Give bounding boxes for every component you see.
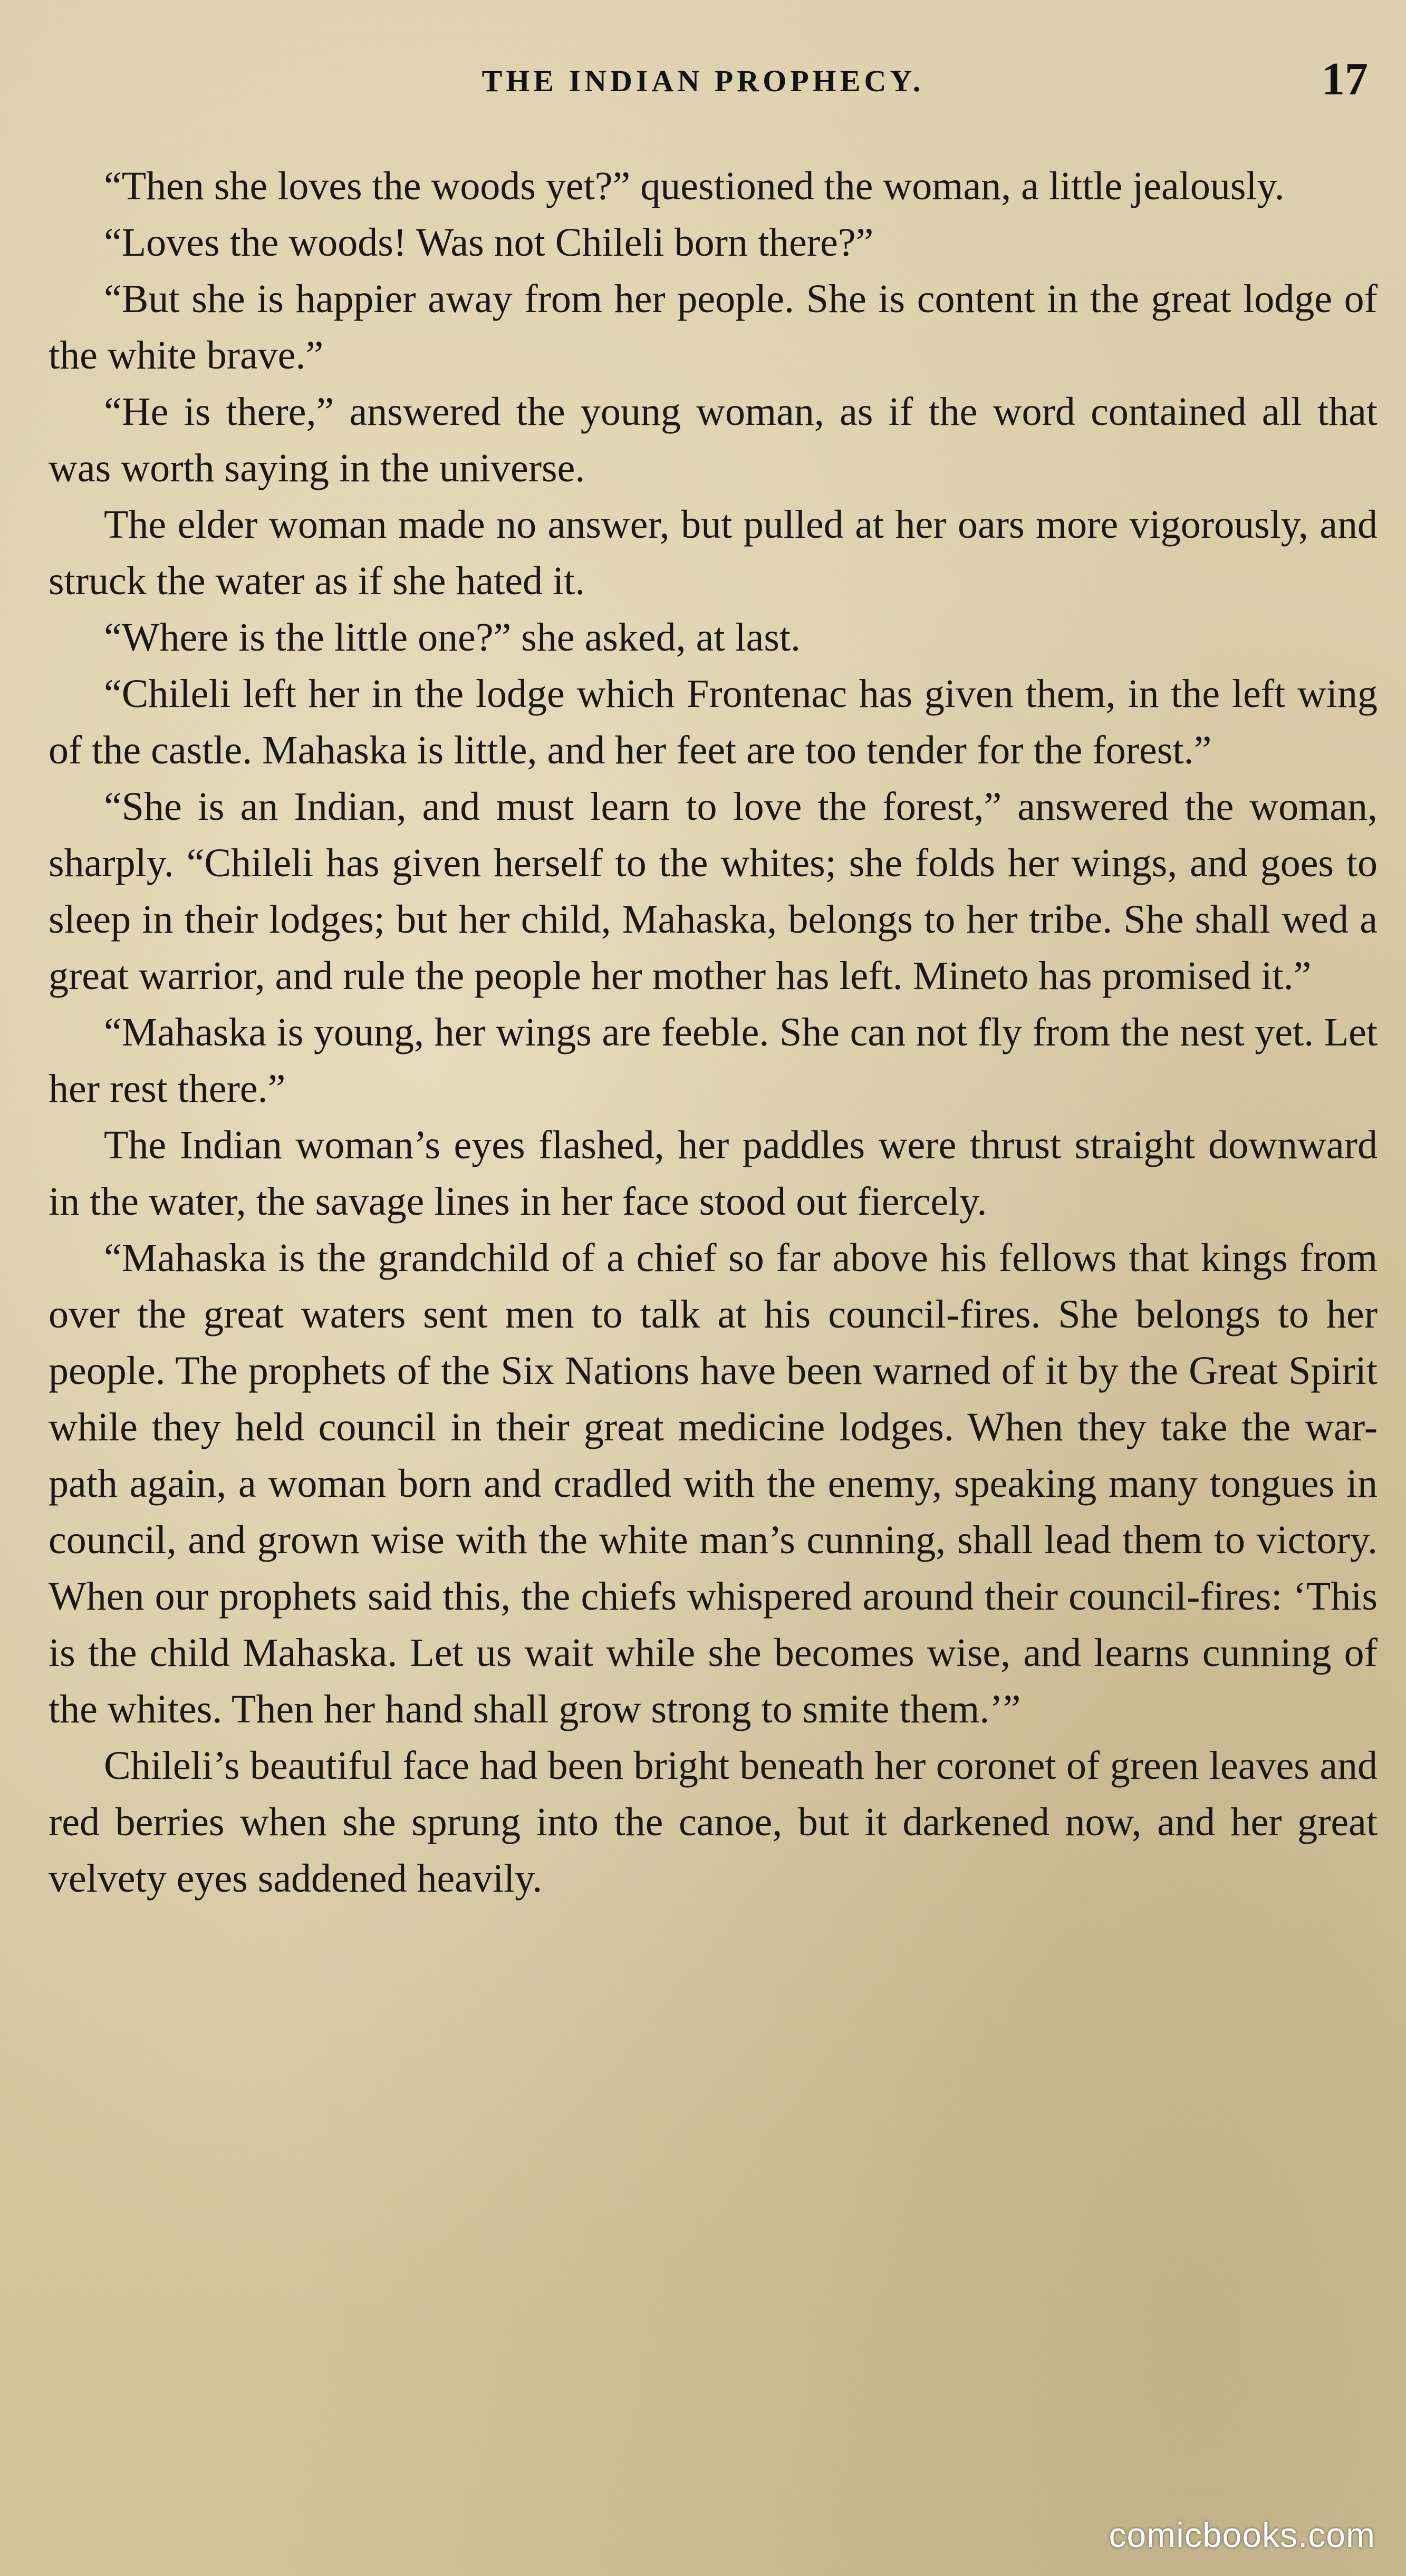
body-text (49, 158, 1378, 1907)
paragraph: The Indian woman’s eyes flashed, her paddles were thrust straight downward in the water, the savage lines in her face stood out fiercely. (49, 1123, 1378, 1224)
running-title: THE INDIAN PROPHECY. (481, 64, 925, 98)
paragraph: “Mahaska is young, her wings are feeble. She can not fly from the nest yet. Let her rest there.” (49, 1010, 1378, 1111)
paragraph: “She is an Indian, and must learn to love the forest,” answered the woman, sharply. “Chileli has given herself to the whites; she folds her wings, and goes to sleep in their lodges; but her child, Mahaska, belongs to her tribe. She shall wed a great warrior, and rule the people her mother has left. Mineto has promised it.” (49, 785, 1378, 998)
paragraph: “Where is the little one?” she asked, at last. (104, 615, 801, 660)
paragraph: “But she is happier away from her people. She is content in the great lodge of the white brave.” (49, 277, 1378, 377)
paragraph: “Then she loves the woods yet?” questioned the woman, a little jealously. (104, 164, 1285, 208)
paragraph: “Loves the woods! Was not Chileli born there?” (104, 220, 874, 265)
paragraph: Chileli’s beautiful face had been bright beneath her coronet of green leaves and red berries when she sprung into the canoe, but it darkened now, and her great velvety eyes saddened heavily. (49, 1744, 1378, 1901)
page-number: 17 (1322, 54, 1368, 105)
paragraph: “Mahaska is the grandchild of a chief so far above his fellows that kings from over the great waters sent men to talk at his council-fires. She belongs to her people. The prophets of the Six Nations have been warned of it by the Great Spirit while they held council in their great medicine lodges. When they take the war-path again, a woman born and cradled with the enemy, speaking many tongues in council, and grown wise with the white man’s cunning, shall lead them to victory. When our prophets said this, the chiefs whispered around their council-fires: ‘This is the child Mahaska. Let us wait while she becomes wise, and learns cunning of the whites. Then her hand shall grow strong to smite them.’” (49, 1236, 1378, 1731)
paragraph: “Chileli left her in the lodge which Frontenac has given them, in the left wing of the castle. Mahaska is little, and her feet are too tender for the forest.” (49, 672, 1378, 772)
paragraph: The elder woman made no answer, but pulled at her oars more vigorously, and struck the water as if she hated it. (49, 502, 1378, 603)
paragraph: “He is there,” answered the young woman, as if the word contained all that was worth saying in the universe. (49, 390, 1378, 490)
site-watermark: comicbooks.com (1109, 2515, 1375, 2554)
